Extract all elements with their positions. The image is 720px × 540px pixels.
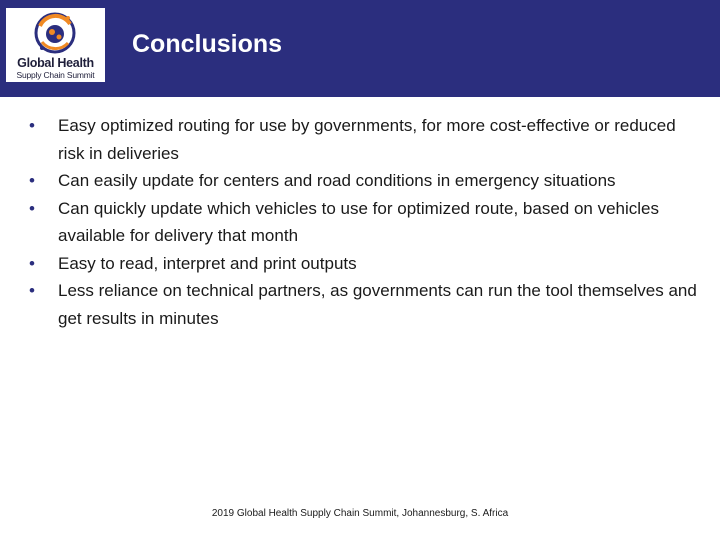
bullet-text: Can easily update for centers and road conditions in emergency situations [58, 171, 616, 190]
bullet-text: Easy to read, interpret and print outputs [58, 253, 357, 273]
list-item [29, 195, 704, 250]
slide-footer: 2019 Global Health Supply Chain Summit, Johannesburg, S. Africa [211, 508, 509, 519]
logo-title: Global Health [17, 56, 94, 70]
summit-logo [6, 8, 105, 82]
list-item [29, 250, 704, 278]
bullet-icon: • [29, 171, 35, 190]
bullet-icon: • [29, 281, 35, 300]
header-bar [0, 0, 720, 97]
globe-logo-icon [32, 10, 78, 56]
slide-title: Conclusions [132, 30, 283, 58]
bullet-text: Can quickly update which vehicles to use for optimized route, based on vehicles available for delivery that month [58, 198, 660, 245]
list-item [29, 112, 704, 167]
bullet-icon: • [29, 198, 35, 218]
bullet-icon: • [29, 116, 35, 135]
bullet-icon: • [29, 253, 35, 273]
bullet-text: Easy optimized routing for use by governments, for more cost-effective or reduced risk in deliveries [58, 116, 676, 163]
conclusions-list [29, 112, 704, 332]
bullet-text: Less reliance on technical partners, as governments can run the tool themselves and get results in minutes [58, 281, 697, 328]
logo-subtitle: Supply Chain Summit [16, 70, 95, 80]
list-item [29, 277, 704, 332]
list-item [29, 167, 704, 195]
